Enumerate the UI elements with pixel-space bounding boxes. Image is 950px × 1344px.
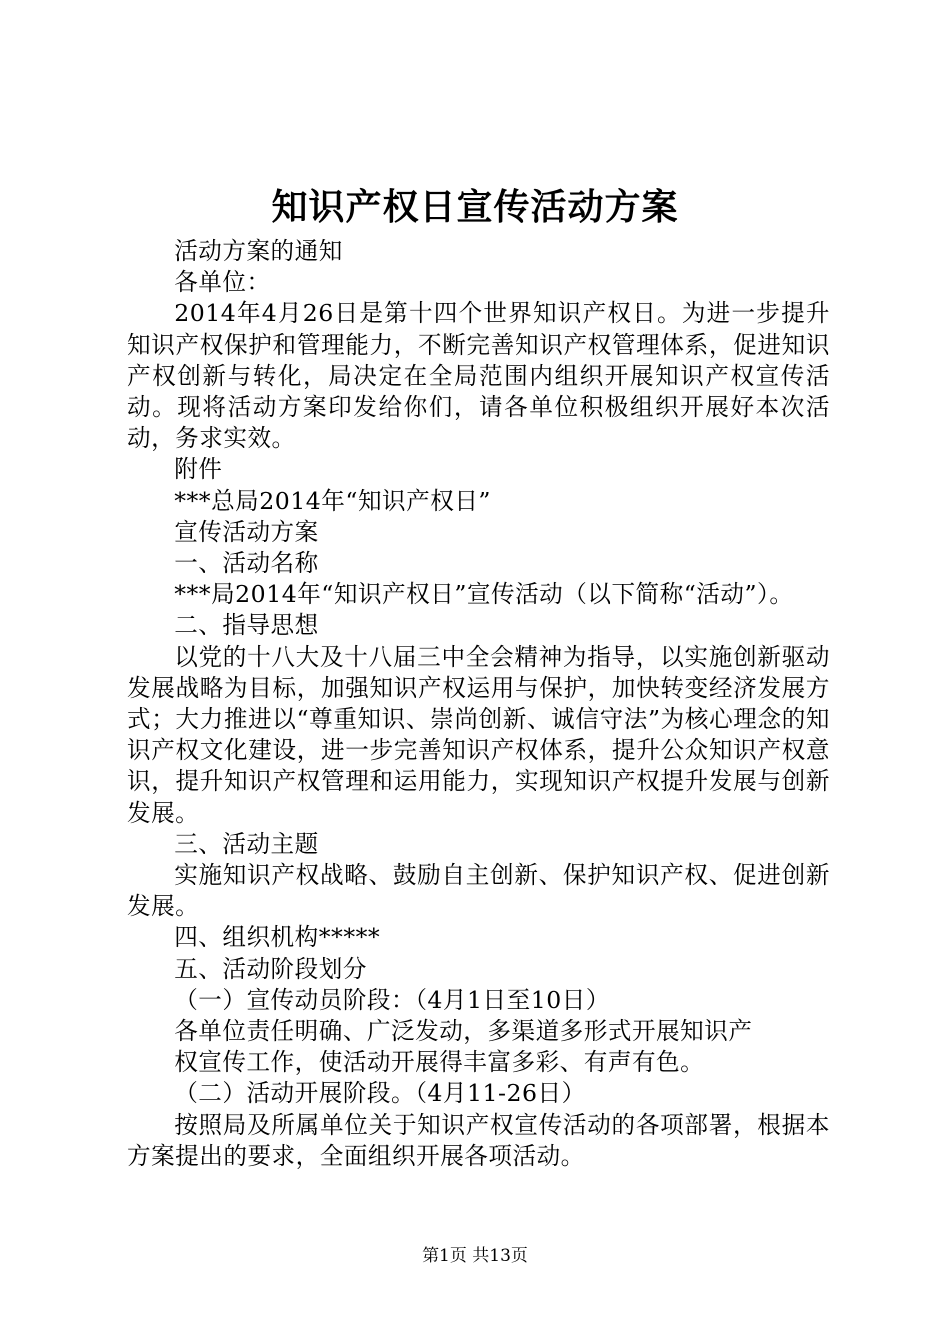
document-title: 知识产权日宣传活动方案 (271, 186, 679, 228)
heading-stages: 五、活动阶段划分 (174, 954, 367, 983)
paragraph-attachment: 附件 (174, 455, 223, 484)
paragraph-attachment-title-2: 宣传活动方案 (174, 517, 319, 546)
heading-stage-1: （一）宣传动员阶段：（4月1日至10日） (174, 985, 610, 1014)
paragraph-stage-1-line-2: 权宣传工作，使活动开展得丰富多彩、有声有色。 (174, 1048, 705, 1077)
paragraph-notice: 活动方案的通知 (174, 237, 343, 265)
heading-guiding-thought: 二、指导思想 (174, 611, 319, 640)
document-body (127, 236, 830, 1172)
heading-organization: 四、组织机构***** (174, 923, 381, 952)
paragraph-activity-theme: 实施知识产权战略、鼓励自主创新、保护知识产权、促进创新发展。 (127, 861, 830, 921)
paragraph-stage-1-line-1: 各单位责任明确、广泛发动，多渠道多形式开展知识产 (174, 1017, 753, 1046)
paragraph-activity-name: ***局2014年“知识产权日”宣传活动（以下简称“活动”）。 (174, 580, 794, 609)
paragraph-guiding-thought: 以党的十八大及十八届三中全会精神为指导，以实施创新驱动发展战略为目标，加强知识产权运用与保护，加快转变经济发展方式；大力推进以“尊重知识、崇尚创新、诚信守法”为核心理念的知识产权文化建设，进一步完善知识产权体系，提升公众知识产权意识，提升知识产权管理和运用能力，实现知识产权提升发展与创新发展。 (127, 642, 830, 827)
paragraph-stage-2: 按照局及所属单位关于知识产权宣传活动的各项部署，根据本方案提出的要求，全面组织开展各项活动。 (127, 1110, 830, 1170)
heading-activity-theme: 三、活动主题 (174, 829, 319, 858)
paragraph-salutation: 各单位： (174, 268, 271, 297)
heading-stage-2: （二）活动开展阶段。（4月11-26日） (174, 1079, 586, 1108)
paragraph-intro: 2014年4月26日是第十四个世界知识产权日。为进一步提升知识产权保护和管理能力，不断完善知识产权管理体系，促进知识产权创新与转化，局决定在全局范围内组织开展知识产权宣传活动。现将活动方案印发给你们，请各单位积极组织开展好本次活动，务求实效。 (127, 299, 830, 453)
paragraph-attachment-title-1: ***总局2014年“知识产权日” (174, 486, 491, 515)
page-number-footer: 第1页 共13页 (422, 1246, 528, 1266)
heading-activity-name: 一、活动名称 (174, 549, 319, 578)
